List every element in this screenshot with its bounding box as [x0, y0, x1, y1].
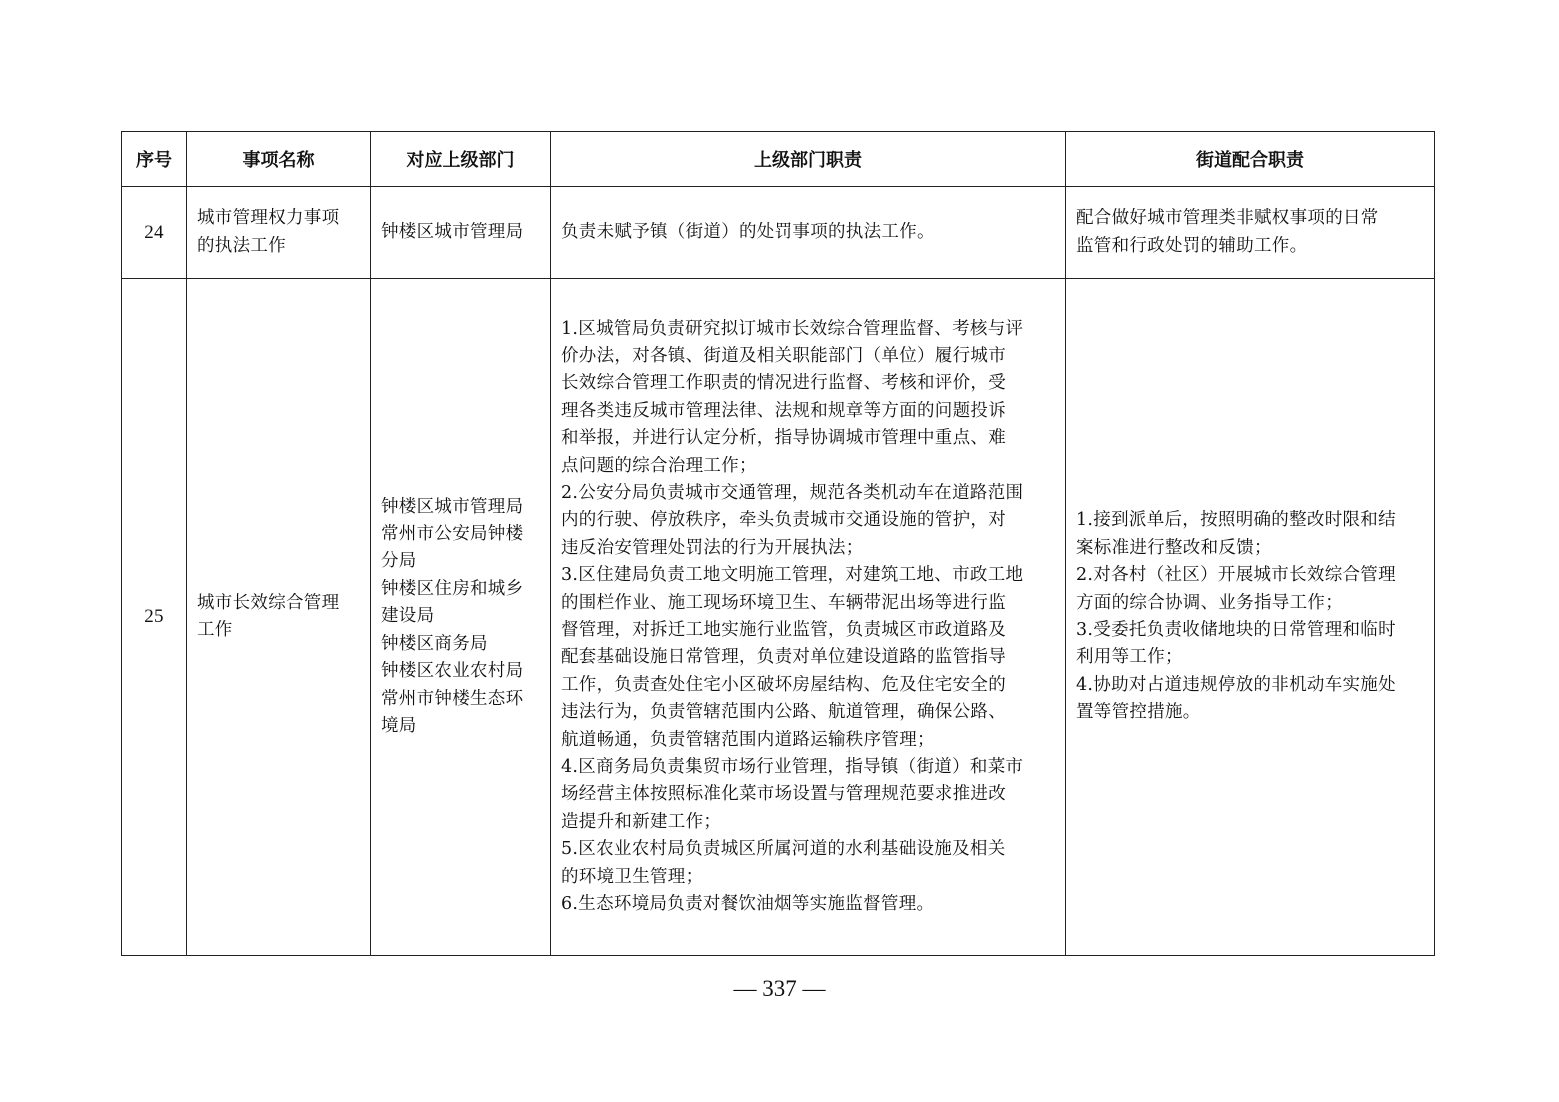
item-name-line: 工作: [197, 620, 233, 640]
header-superior-duty: 上级部门职责: [551, 132, 1066, 187]
duty-line: 和举报，并进行认定分析，指导协调城市管理中重点、难: [561, 428, 1006, 449]
coop-line: 监管和行政处罚的辅助工作。: [1076, 235, 1308, 256]
coop-line: 方面的综合协调、业务指导工作；: [1076, 592, 1343, 613]
superior-dept-cell: [371, 187, 551, 279]
header-item-name: 事项名称: [187, 132, 371, 187]
duty-line: 6.生态环境局负责对餐饮油烟等实施监督管理。: [561, 894, 935, 915]
duty-line: 理各类违反城市管理法律、法规和规章等方面的问题投诉: [561, 400, 1006, 421]
coop-line: 置等管控措施。: [1076, 702, 1201, 723]
header-index: 序号: [122, 132, 187, 187]
duty-line: 2.公安分局负责城市交通管理，规范各类机动车在道路范围: [561, 482, 1024, 503]
coop-line: 2.对各村（社区）开展城市长效综合管理: [1076, 565, 1396, 586]
coop-line: 1.接到派单后，按照明确的整改时限和结: [1076, 510, 1396, 531]
duty-line: 5.区农业农村局负责城区所属河道的水利基础设施及相关: [561, 839, 1006, 860]
duty-line: 配套基础设施日常管理，负责对单位建设道路的监管指导: [561, 647, 1006, 668]
duty-line: 的围栏作业、施工现场环境卫生、车辆带泥出场等进行监: [561, 592, 1006, 613]
superior-duty-cell: [551, 187, 1066, 279]
table-row: [122, 279, 1435, 956]
item-name-line: 的执法工作: [197, 235, 286, 256]
duty-line: 点问题的综合治理工作；: [561, 455, 757, 476]
dept-line: 钟楼区商务局: [381, 633, 488, 654]
dept-line: 常州市钟楼生态环: [381, 688, 524, 709]
duty-line: 1.区城管局负责研究拟订城市长效综合管理监督、考核与评: [561, 318, 1024, 339]
duty-line: 4.区商务局负责集贸市场行业管理，指导镇（街道）和菜市: [561, 757, 1024, 778]
street-cooperation-cell: [1066, 187, 1435, 279]
coop-line: 3.受委托负责收储地块的日常管理和临时: [1076, 620, 1396, 640]
row-index: 25: [122, 279, 187, 956]
table-row: [122, 187, 1435, 279]
duty-line: 的环境卫生管理；: [561, 866, 704, 887]
dept-line: 钟楼区城市管理局: [381, 221, 524, 242]
superior-dept-cell: [371, 279, 551, 956]
item-name-line: 城市管理权力事项: [197, 208, 340, 229]
duty-line: 督管理，对拆迁工地实施行业监管，负责城区市政道路及: [561, 620, 1006, 640]
duty-line: 造提升和新建工作；: [561, 811, 722, 832]
duty-line: 违法行为，负责管辖范围内公路、航道管理，确保公路、: [561, 702, 1006, 723]
duty-line: 场经营主体按照标准化菜市场设置与管理规范要求推进改: [561, 784, 1006, 805]
duty-line: 长效综合管理工作职责的情况进行监督、考核和评价，受: [561, 373, 1006, 394]
street-cooperation-cell: [1066, 279, 1435, 956]
duty-line: 价办法，对各镇、街道及相关职能部门（单位）履行城市: [561, 345, 1006, 366]
duty-line: 内的行驶、停放秩序，牵头负责城市交通设施的管护，对: [561, 510, 1006, 531]
duty-line: 工作，负责查处住宅小区破坏房屋结构、危及住宅安全的: [561, 674, 1006, 695]
duty-table: [121, 131, 1435, 956]
dept-line: 常州市公安局钟楼: [381, 524, 524, 545]
coop-line: 配合做好城市管理类非赋权事项的日常: [1076, 208, 1379, 229]
duty-line: 负责未赋予镇（街道）的处罚事项的执法工作。: [561, 221, 935, 242]
duty-line: 3.区住建局负责工地文明施工管理，对建筑工地、市政工地: [561, 565, 1024, 586]
dept-line: 分局: [381, 551, 417, 572]
dept-line: 建设局: [381, 606, 435, 627]
row-index: 24: [122, 187, 187, 279]
coop-line: 4.协助对占道违规停放的非机动车实施处: [1076, 674, 1396, 695]
header-street-cooperation: 街道配合职责: [1066, 132, 1435, 187]
item-name-line: 城市长效综合管理: [197, 592, 340, 613]
superior-duty-cell: [551, 279, 1066, 956]
dept-line: 境局: [381, 715, 417, 736]
table-header-row: [122, 132, 1435, 187]
header-superior-dept: 对应上级部门: [371, 132, 551, 187]
duty-line: 航道畅通，负责管辖范围内道路运输秩序管理；: [561, 729, 935, 750]
item-name-cell: [187, 187, 371, 279]
coop-line: 利用等工作；: [1076, 647, 1183, 668]
dept-line: 钟楼区农业农村局: [381, 661, 524, 682]
dept-line: 钟楼区城市管理局: [381, 496, 524, 517]
item-name-cell: [187, 279, 371, 956]
coop-line: 案标准进行整改和反馈；: [1076, 537, 1272, 558]
duty-line: 违反治安管理处罚法的行为开展执法；: [561, 537, 864, 558]
page-number: — 337 —: [733, 976, 826, 1001]
dept-line: 钟楼区住房和城乡: [381, 578, 524, 599]
